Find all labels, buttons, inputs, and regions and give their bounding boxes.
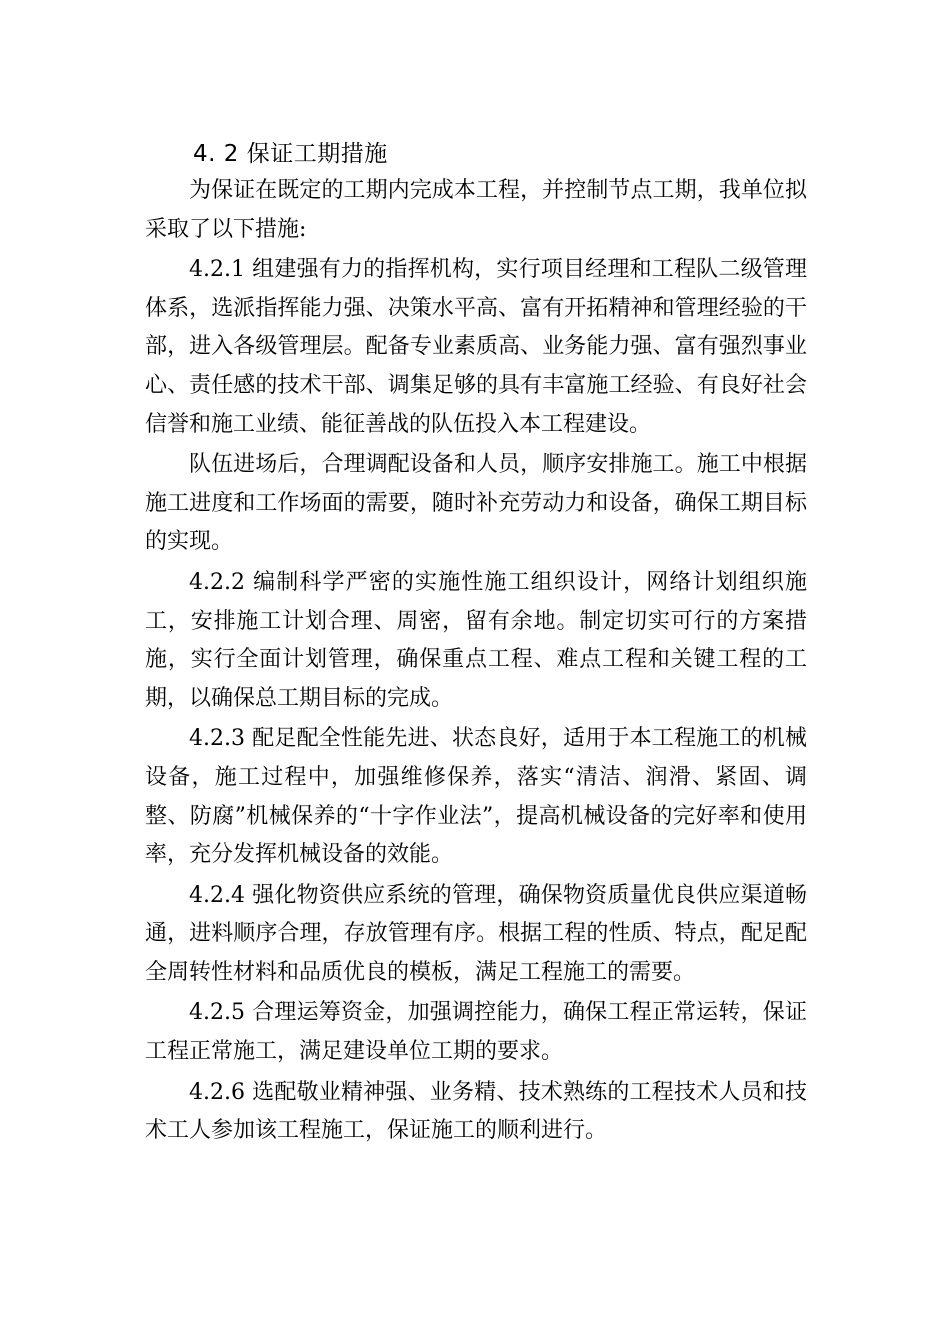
- measure-4-2-6-paragraph: 4.2.6 选配敬业精神强、业务精、技术熟练的工程技术人员和技术工人参加该工程施工，保证施工的顺利进行。: [145, 1079, 807, 1144]
- measure-4-2-2-paragraph: 4.2.2 编制科学严密的实施性施工组织设计，网络计划组织施工，安排施工计划合理、周密，留有余地。制定切实可行的方案措施，实行全面计划管理，确保重点工程、难点工程和关键工程的工期，以确保总工期目标的完成。: [145, 569, 807, 711]
- intro-paragraph: 为保证在既定的工期内完成本工程，并控制节点工期，我单位拟采取了以下措施:: [145, 178, 807, 242]
- section-heading: 4. 2 保证工期措施: [193, 141, 388, 167]
- measure-4-2-5-paragraph: 4.2.5 合理运筹资金，加强调控能力，确保工程正常运转，保证工程正常施工，满足建设单位工期的要求。: [145, 1000, 807, 1065]
- measure-4-2-1-paragraph: 4.2.1 组建强有力的指挥机构，实行项目经理和工程队二级管理体系，选派指挥能力强、决策水平高、富有开拓精神和管理经验的干部，进入各级管理层。配备专业素质高、业务能力强、富有强烈事业心、责任感的技术干部、调集足够的具有丰富施工经验、有良好社会信誉和施工业绩、能征善战的队伍投入本工程建设。: [145, 257, 807, 437]
- document-body: [145, 136, 807, 1153]
- team-deployment-paragraph: 队伍进场后，合理调配设备和人员，顺序安排施工。施工中根据施工进度和工作场面的需要，随时补充劳动力和设备，确保工期目标的实现。: [145, 452, 807, 555]
- measure-4-2-4-paragraph: 4.2.4 强化物资供应系统的管理，确保物资质量优良供应渠道畅通，进料顺序合理，存放管理有序。根据工程的性质、特点，配足配全周转性材料和品质优良的模板，满足工程施工的需要。: [145, 882, 807, 985]
- measure-4-2-3-paragraph: 4.2.3 配足配全性能先进、状态良好，适用于本工程施工的机械设备，施工过程中，加强维修保养，落实“清洁、润滑、紧固、调整、防腐”机械保养的“十字作业法”，提高机械设备的完好率和使用率，充分发挥机械设备的效能。: [145, 726, 807, 868]
